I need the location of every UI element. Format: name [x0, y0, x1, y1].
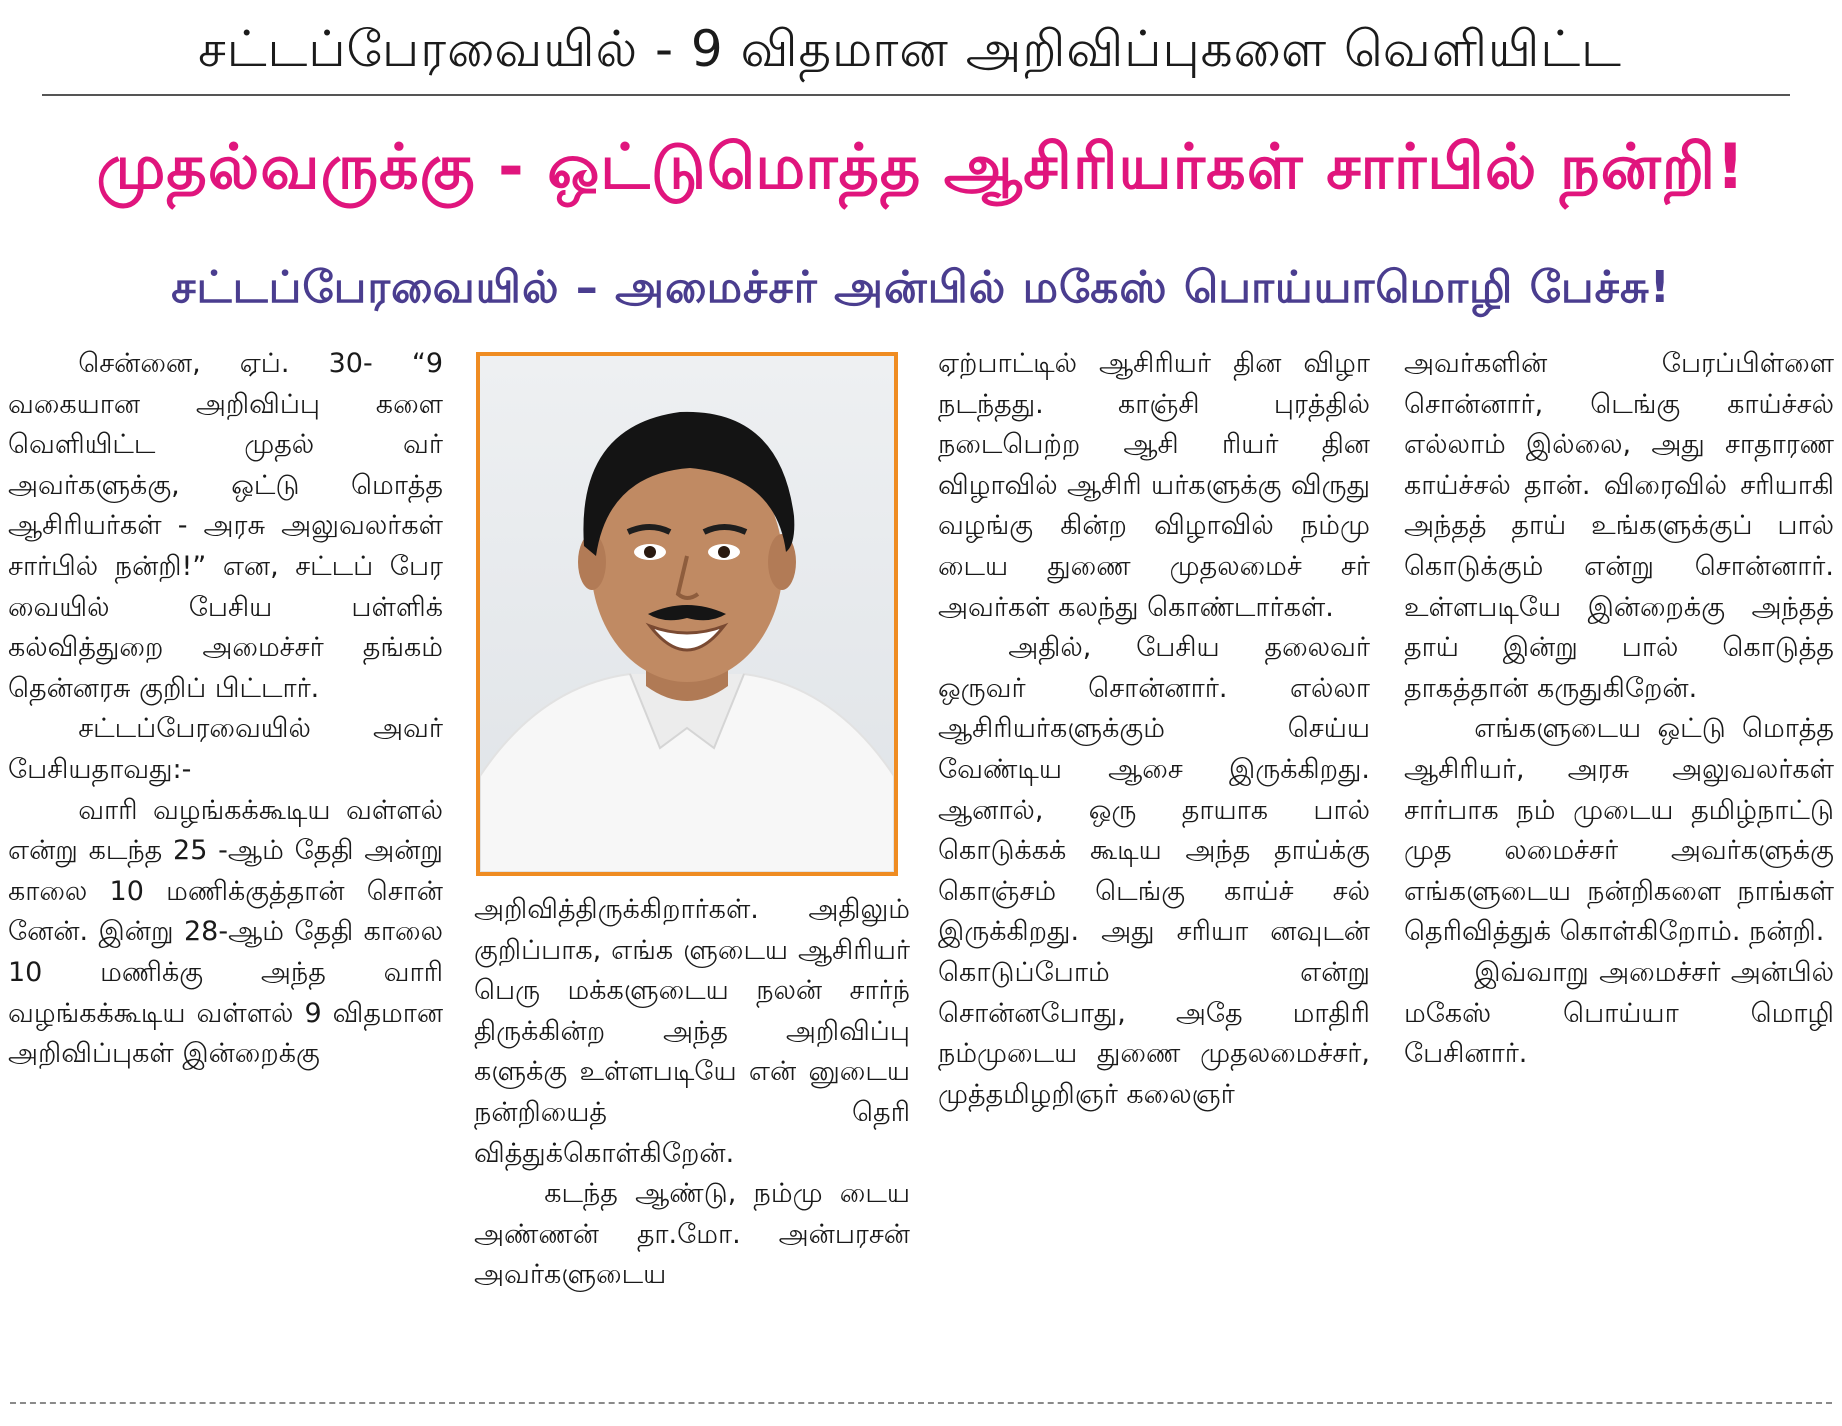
kicker-headline: சட்டப்பேரவையில் - 9 விதமான அறிவிப்புகளை வெளியிட்ட	[198, 20, 1622, 78]
paragraph: கடந்த ஆண்டு, நம்மு டைய அண்ணன் தா.மோ. அன்பரசன் அவர்களுடைய	[474, 1178, 910, 1291]
paragraph: எங்களுடைய ஒட்டு மொத்த ஆசிரியர், அரசு அலுவலர்கள் சார்பாக நம் முடைய தமிழ்நாட்டு முத லமைச்சர் அவர்களுக்கு எங்களுடைய நன்றிகளை நாங்கள் தெரிவித்துக் கொள்கிறோம். நன்றி.	[1404, 713, 1834, 948]
portrait-photo-icon	[480, 356, 894, 872]
sub-headline: சட்டப்பேரவையில் – அமைச்சர் அன்பில் மகேஸ் பொய்யாமொழி பேச்சு!	[171, 262, 1671, 313]
article-column-2	[474, 890, 910, 1384]
paragraph: சட்டப்பேரவையில் அவர் பேசியதாவது:-	[8, 713, 443, 785]
paragraph: அதில், பேசிய தலைவர் ஒருவர் சொன்னார். எல்லா ஆசிரியர்களுக்கும் செய்ய வேண்டிய ஆசை இருக்கிறது. ஆனால், ஒரு தாயாக பால் கொடுக்கக் கூடிய அந்த தாய்க்கு கொஞ்சம் டெங்கு காய்ச் சல் இருக்கிறது. அது சரியா னவுடன் கொடுப்போம் என்று சொன்னபோது, அதே மாதிரி நம்முடைய துணை முதலமைச்சர், முத்தமிழறிஞர் கலைஞர்	[938, 632, 1370, 1110]
article-column-3	[938, 344, 1370, 1384]
paragraph: அறிவித்திருக்கிறார்கள். அதிலும் குறிப்பாக, எங்க ளுடைய ஆசிரியர் பெரு மக்களுடைய நலன் சார்ந் திருக்கின்ற அந்த அறிவிப்பு களுக்கு உள்ளபடியே என் னுடைய நன்றியைத் தெரி வித்துக்கொள்கிறேன்.	[474, 894, 910, 1169]
paragraph: ஏற்பாட்டில் ஆசிரியர் தின விழா நடந்தது. காஞ்சி புரத்தில் நடைபெற்ற ஆசி ரியர் தின விழாவில் ஆசிரி யர்களுக்கு விருது வழங்கு கின்ற விழாவில் நம்மு டைய துணை முதலமைச் சர் அவர்கள் கலந்து கொண்டார்கள்.	[938, 348, 1370, 623]
main-headline: முதல்வருக்கு - ஒட்டுமொத்த ஆசிரியர்கள் சார்பில் நன்றி!	[96, 130, 1746, 203]
paragraph: அவர்களின் பேரப்பிள்ளை சொன்னார், டெங்கு காய்ச்சல் எல்லாம் இல்லை, அது சாதாரண காய்ச்சல் தான். விரைவில் சரியாகி அந்தத் தாய் உங்களுக்குப் பால் கொடுக்கும் என்று சொன்னார். உள்ளபடியே இன்றைக்கு அந்தத் தாய் இன்று பால் கொடுத்த தாகத்தான் கருதுகிறேன்.	[1404, 348, 1834, 704]
paragraph: இவ்வாறு அமைச்சர் அன்பில் மகேஸ் பொய்யா மொழி பேசினார்.	[1404, 956, 1834, 1070]
article-column-1	[8, 344, 443, 1384]
article-column-4	[1404, 344, 1834, 1384]
top-divider	[42, 94, 1790, 96]
bottom-divider	[10, 1402, 1832, 1404]
portrait-photo	[476, 352, 898, 876]
paragraph: வாரி வழங்கக்கூடிய வள்ளல் என்று கடந்த 25 -ஆம் தேதி அன்று காலை 10 மணிக்குத்தான் சொன் னேன். இன்று 28-ஆம் தேதி காலை 10 மணிக்கு அந்த வாரி வழங்கக்கூடிய வள்ளல் 9 விதமான அறிவிப்புகள் இன்றைக்கு	[8, 794, 443, 1070]
paragraph: சென்னை, ஏப். 30- “9 வகையான அறிவிப்பு களை வெளியிட்ட முதல் வர் அவர்களுக்கு, ஒட்டு மொத்த ஆசிரியர்கள் - அரசு அலுவலர்கள் சார்பில் நன்றி!” என, சட்டப் பேர வையில் பேசிய பள்ளிக் கல்வித்துறை அமைச்சர் தங்கம் தென்னரசு குறிப் பிட்டார்.	[8, 348, 443, 704]
